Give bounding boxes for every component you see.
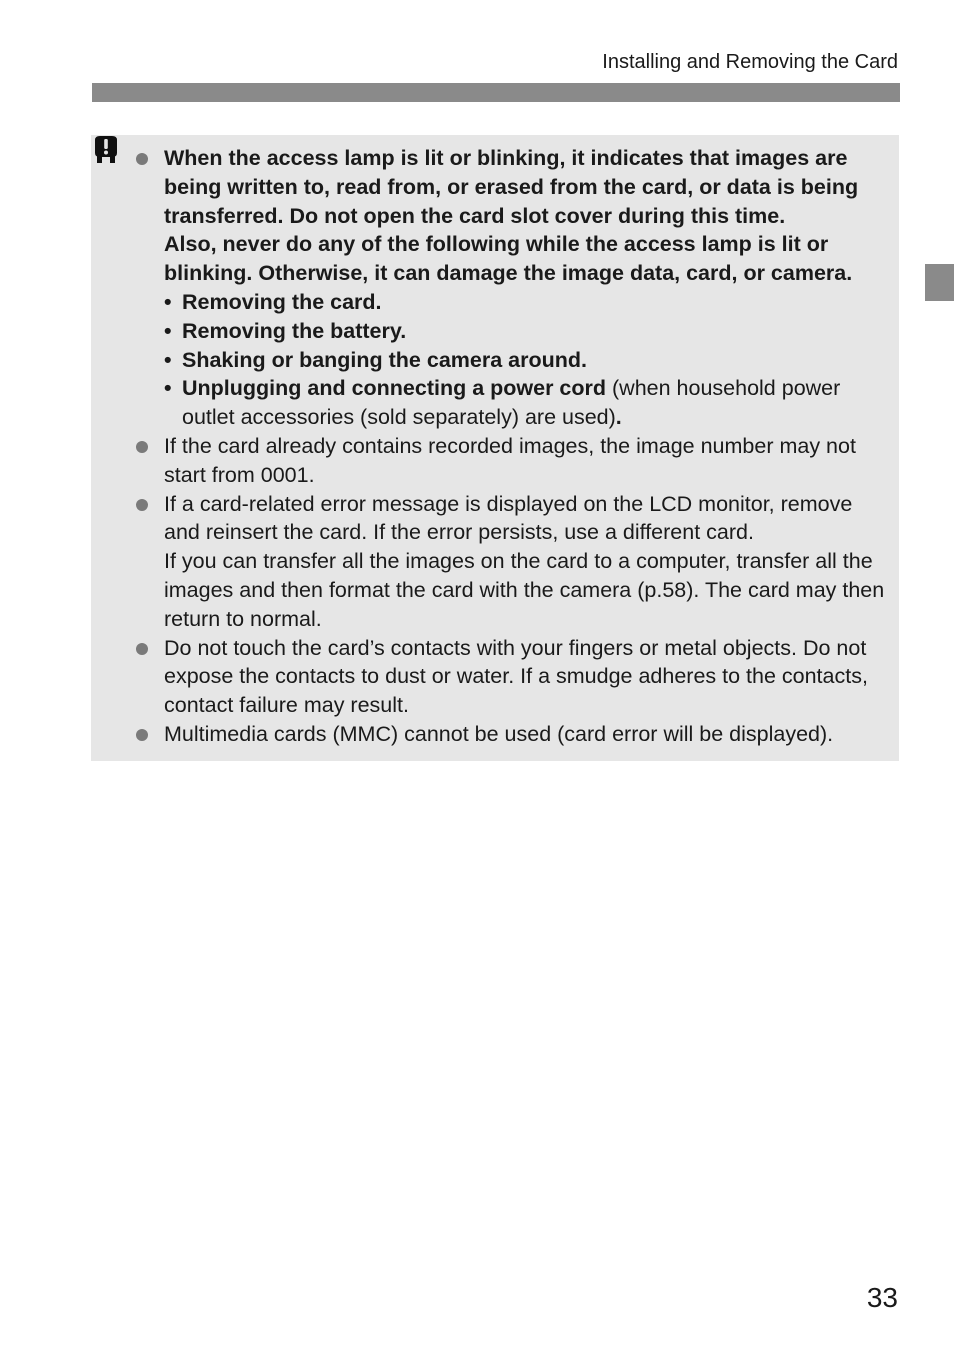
caution-note-mmc bbox=[164, 720, 886, 749]
caution-note-image-number bbox=[164, 432, 886, 490]
sub-bullet: • bbox=[164, 376, 172, 401]
note-paragraph: Also, never do any of the following while the access lamp is lit or blinking. Otherwise, it can damage the image data, card, or camera. bbox=[164, 232, 853, 286]
caution-note-card-contacts bbox=[164, 634, 886, 720]
sub-bullet: • bbox=[164, 318, 172, 343]
prohibited-action-period: . bbox=[615, 405, 622, 430]
note-text: Do not touch the card’s contacts with your fingers or metal objects. Do not expose the contacts to dust or water. If a smudge adheres to the contacts, contact failure may result. bbox=[164, 635, 868, 718]
prohibited-action-text: Shaking or banging the camera around. bbox=[182, 347, 587, 372]
bullet-dot bbox=[136, 729, 148, 741]
bullet-dot bbox=[136, 643, 148, 655]
note-paragraph: If you can transfer all the images on the card to a computer, transfer all the images and then format the card with the camera (p.58). The card may then return to normal. bbox=[164, 549, 885, 631]
caution-icon bbox=[91, 135, 121, 165]
caution-notes-list bbox=[164, 144, 886, 749]
running-header: Installing and Removing the Card bbox=[602, 51, 898, 73]
prohibited-actions-list bbox=[164, 288, 886, 432]
page-number: 33 bbox=[866, 1282, 898, 1313]
note-paragraph: When the access lamp is lit or blinking, it indicates that images are being written to, read from, or erased from the card, or data is being transferred. Do not open the card slot cover during this time. bbox=[164, 146, 859, 228]
note-text: If the card already contains recorded images, the image number may not start from 0001. bbox=[164, 433, 856, 487]
bullet-dot bbox=[136, 153, 148, 165]
prohibited-action-text: Removing the battery. bbox=[182, 318, 407, 343]
prohibited-action-item bbox=[164, 346, 886, 375]
prohibited-action-item bbox=[164, 288, 886, 317]
prohibited-action-item bbox=[164, 317, 886, 346]
prohibited-action-text: Removing the card. bbox=[182, 289, 382, 314]
caution-box bbox=[91, 135, 899, 761]
bullet-dot bbox=[136, 441, 148, 453]
prohibited-action-item bbox=[164, 374, 886, 432]
chapter-index-tab bbox=[925, 264, 954, 301]
caution-note-card-error bbox=[164, 490, 886, 634]
sub-bullet: • bbox=[164, 289, 172, 314]
sub-bullet: • bbox=[164, 347, 172, 372]
bullet-dot bbox=[136, 499, 148, 511]
prohibited-action-detail: (when household power outlet accessories (sold separately) are used) bbox=[182, 376, 841, 430]
header-rule-bar bbox=[92, 83, 900, 102]
prohibited-action-text: Unplugging and connecting a power cord bbox=[182, 376, 607, 401]
caution-note-access-lamp bbox=[164, 144, 886, 432]
note-paragraph: If a card-related error message is displayed on the LCD monitor, remove and reinsert the card. If the error persists, use a different card. bbox=[164, 491, 853, 545]
note-text: Multimedia cards (MMC) cannot be used (card error will be displayed). bbox=[164, 721, 834, 746]
